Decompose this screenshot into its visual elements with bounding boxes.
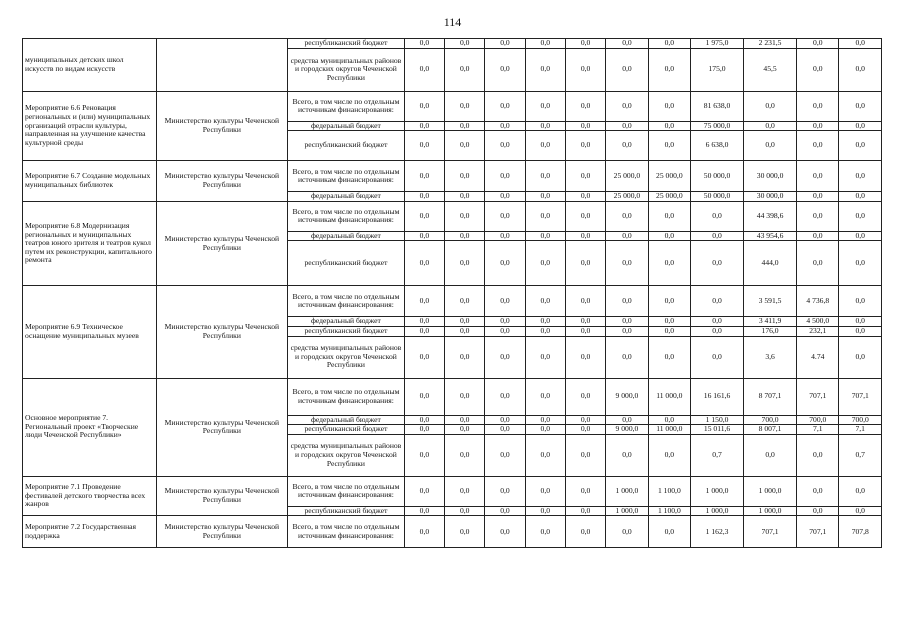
amount-cell: 0,0	[606, 241, 648, 286]
amount-cell: 11 000,0	[648, 378, 690, 415]
amount-cell: 0,0	[565, 39, 605, 49]
amount-cell: 0,0	[445, 336, 485, 378]
amount-cell: 0,0	[606, 91, 648, 121]
amount-cell: 0,0	[839, 336, 882, 378]
amount-cell: 0,0	[691, 231, 744, 241]
amount-cell: 0,0	[648, 131, 690, 161]
amount-cell: 707,8	[839, 516, 882, 548]
funding-source-cell: республиканский бюджет	[288, 131, 405, 161]
amount-cell: 1 100,0	[648, 476, 690, 506]
amount-cell: 0,0	[648, 434, 690, 476]
amount-cell: 0,0	[485, 192, 525, 202]
amount-cell: 700,0	[744, 415, 797, 425]
amount-cell: 0,0	[691, 317, 744, 327]
amount-cell: 0,0	[525, 91, 565, 121]
funding-source-cell: федеральный бюджет	[288, 317, 405, 327]
amount-cell: 0,0	[485, 506, 525, 516]
amount-cell: 0,0	[404, 326, 444, 336]
amount-cell: 1 000,0	[606, 476, 648, 506]
amount-cell: 0,7	[691, 434, 744, 476]
amount-cell: 0,0	[485, 39, 525, 49]
amount-cell: 0,0	[565, 378, 605, 415]
amount-cell: 7,1	[797, 425, 839, 435]
amount-cell: 0,0	[648, 336, 690, 378]
amount-cell: 0,0	[565, 241, 605, 286]
amount-cell: 0,0	[648, 415, 690, 425]
amount-cell: 0,0	[404, 201, 444, 231]
amount-cell: 2 231,5	[744, 39, 797, 49]
amount-cell: 0,0	[839, 48, 882, 91]
amount-cell: 25 000,0	[648, 161, 690, 192]
amount-cell: 0,0	[525, 39, 565, 49]
amount-cell: 45,5	[744, 48, 797, 91]
amount-cell: 50 000,0	[691, 161, 744, 192]
amount-cell: 0,0	[565, 336, 605, 378]
amount-cell: 9 000,0	[606, 425, 648, 435]
amount-cell: 0,0	[691, 201, 744, 231]
funding-source-cell: республиканский бюджет	[288, 425, 405, 435]
amount-cell: 0,0	[485, 516, 525, 548]
amount-cell: 81 638,0	[691, 91, 744, 121]
funding-source-cell: Всего, в том числе по отдельным источникам финансирования:	[288, 476, 405, 506]
activity-cell: Мероприятие 7.1 Проведение фестивалей детского творчества всех жанров	[23, 476, 157, 516]
amount-cell: 0,0	[485, 241, 525, 286]
amount-cell: 0,0	[606, 48, 648, 91]
amount-cell: 0,0	[648, 48, 690, 91]
amount-cell: 0,0	[565, 231, 605, 241]
amount-cell: 700,0	[797, 415, 839, 425]
amount-cell: 0,0	[445, 192, 485, 202]
amount-cell: 0,0	[606, 516, 648, 548]
amount-cell: 0,0	[648, 91, 690, 121]
budget-table	[22, 38, 882, 548]
amount-cell: 0,0	[839, 131, 882, 161]
amount-cell: 0,0	[525, 161, 565, 192]
amount-cell: 0,0	[744, 121, 797, 131]
amount-cell: 0,0	[797, 161, 839, 192]
amount-cell: 0,0	[565, 434, 605, 476]
amount-cell: 0,0	[606, 231, 648, 241]
amount-cell: 0,0	[485, 286, 525, 317]
activity-cell: Мероприятие 6.8 Модернизация региональных и муниципальных театров юного зрителя и театров кукол путем их реконструкции, капитального ремонта	[23, 201, 157, 286]
amount-cell: 0,0	[485, 378, 525, 415]
amount-cell: 0,0	[445, 39, 485, 49]
amount-cell: 1 000,0	[744, 506, 797, 516]
funding-source-cell: федеральный бюджет	[288, 415, 405, 425]
amount-cell: 0,0	[691, 336, 744, 378]
executor-cell: Министерство культуры Чеченской Республики	[156, 91, 288, 161]
funding-source-cell: средства муниципальных районов и городских округов Чеченской Республики	[288, 336, 405, 378]
amount-cell: 0,0	[839, 39, 882, 49]
amount-cell: 1 000,0	[606, 506, 648, 516]
amount-cell: 0,0	[525, 286, 565, 317]
executor-cell: Министерство культуры Чеченской Республики	[156, 161, 288, 202]
amount-cell: 44 398,6	[744, 201, 797, 231]
amount-cell: 0,0	[485, 201, 525, 231]
amount-cell: 0,0	[606, 317, 648, 327]
amount-cell: 11 000,0	[648, 425, 690, 435]
amount-cell: 0,7	[839, 434, 882, 476]
amount-cell: 0,0	[525, 201, 565, 231]
amount-cell: 707,1	[839, 378, 882, 415]
amount-cell: 0,0	[565, 506, 605, 516]
amount-cell: 0,0	[606, 201, 648, 231]
amount-cell: 43 954,6	[744, 231, 797, 241]
amount-cell: 0,0	[525, 516, 565, 548]
amount-cell: 0,0	[525, 336, 565, 378]
amount-cell: 0,0	[525, 192, 565, 202]
amount-cell: 0,0	[565, 121, 605, 131]
funding-source-cell: республиканский бюджет	[288, 326, 405, 336]
amount-cell: 6 638,0	[691, 131, 744, 161]
table-row	[23, 91, 882, 121]
amount-cell: 0,0	[839, 201, 882, 231]
amount-cell: 0,0	[839, 506, 882, 516]
amount-cell: 0,0	[404, 425, 444, 435]
amount-cell: 0,0	[445, 415, 485, 425]
amount-cell: 0,0	[839, 317, 882, 327]
amount-cell: 0,0	[485, 336, 525, 378]
amount-cell: 0,0	[445, 286, 485, 317]
amount-cell: 0,0	[648, 231, 690, 241]
amount-cell: 0,0	[691, 241, 744, 286]
amount-cell: 0,0	[648, 121, 690, 131]
amount-cell: 0,0	[445, 378, 485, 415]
amount-cell: 25 000,0	[606, 161, 648, 192]
amount-cell: 7,1	[839, 425, 882, 435]
activity-cell: Мероприятие 6.7 Создание модельных муниципальных библиотек	[23, 161, 157, 202]
amount-cell: 4 736,8	[797, 286, 839, 317]
table-row	[23, 201, 882, 231]
amount-cell: 0,0	[797, 476, 839, 506]
amount-cell: 0,0	[525, 506, 565, 516]
amount-cell: 0,0	[485, 425, 525, 435]
amount-cell: 0,0	[839, 192, 882, 202]
amount-cell: 0,0	[565, 131, 605, 161]
amount-cell: 0,0	[525, 378, 565, 415]
amount-cell: 0,0	[797, 506, 839, 516]
amount-cell: 0,0	[839, 286, 882, 317]
amount-cell: 0,0	[797, 48, 839, 91]
amount-cell: 176,0	[744, 326, 797, 336]
funding-source-cell: республиканский бюджет	[288, 241, 405, 286]
amount-cell: 0,0	[648, 516, 690, 548]
amount-cell: 0,0	[404, 476, 444, 506]
amount-cell: 0,0	[445, 241, 485, 286]
amount-cell: 0,0	[565, 91, 605, 121]
amount-cell: 9 000,0	[606, 378, 648, 415]
amount-cell: 16 161,6	[691, 378, 744, 415]
amount-cell: 700,0	[839, 415, 882, 425]
amount-cell: 0,0	[485, 326, 525, 336]
amount-cell: 0,0	[797, 231, 839, 241]
amount-cell: 0,0	[691, 286, 744, 317]
funding-source-cell: Всего, в том числе по отдельным источникам финансирования:	[288, 378, 405, 415]
amount-cell: 0,0	[445, 317, 485, 327]
amount-cell: 0,0	[525, 48, 565, 91]
activity-cell: Мероприятие 7.2 Государственная поддержка	[23, 516, 157, 548]
table-row	[23, 476, 882, 506]
amount-cell: 25 000,0	[648, 192, 690, 202]
amount-cell: 30 000,0	[744, 161, 797, 192]
amount-cell: 0,0	[744, 434, 797, 476]
amount-cell: 1 000,0	[691, 476, 744, 506]
amount-cell: 0,0	[404, 378, 444, 415]
amount-cell: 0,0	[606, 415, 648, 425]
amount-cell: 0,0	[404, 121, 444, 131]
amount-cell: 0,0	[445, 121, 485, 131]
amount-cell: 0,0	[525, 317, 565, 327]
amount-cell: 0,0	[404, 91, 444, 121]
amount-cell: 0,0	[648, 39, 690, 49]
amount-cell: 707,1	[797, 378, 839, 415]
amount-cell: 0,0	[606, 131, 648, 161]
activity-cell: муниципальных детских школ искусств по видам искусств	[23, 39, 157, 92]
amount-cell: 0,0	[445, 201, 485, 231]
table-row	[23, 378, 882, 415]
amount-cell: 175,0	[691, 48, 744, 91]
amount-cell: 0,0	[606, 286, 648, 317]
amount-cell: 0,0	[565, 317, 605, 327]
amount-cell: 0,0	[797, 192, 839, 202]
amount-cell: 0,0	[525, 415, 565, 425]
amount-cell: 30 000,0	[744, 192, 797, 202]
amount-cell: 0,0	[485, 131, 525, 161]
amount-cell: 0,0	[485, 317, 525, 327]
amount-cell: 0,0	[797, 91, 839, 121]
amount-cell: 0,0	[648, 286, 690, 317]
amount-cell: 0,0	[404, 161, 444, 192]
amount-cell: 0,0	[525, 326, 565, 336]
funding-source-cell: Всего, в том числе по отдельным источникам финансирования:	[288, 91, 405, 121]
amount-cell: 0,0	[445, 231, 485, 241]
amount-cell: 1 000,0	[691, 506, 744, 516]
amount-cell: 0,0	[648, 317, 690, 327]
amount-cell: 0,0	[565, 161, 605, 192]
amount-cell: 0,0	[565, 286, 605, 317]
table-row	[23, 39, 882, 49]
amount-cell: 232,1	[797, 326, 839, 336]
amount-cell: 1 975,0	[691, 39, 744, 49]
amount-cell: 0,0	[404, 434, 444, 476]
amount-cell: 444,0	[744, 241, 797, 286]
amount-cell: 4.74	[797, 336, 839, 378]
amount-cell: 1 000,0	[744, 476, 797, 506]
amount-cell: 0,0	[565, 192, 605, 202]
amount-cell: 0,0	[525, 241, 565, 286]
funding-source-cell: федеральный бюджет	[288, 121, 405, 131]
funding-source-cell: Всего, в том числе по отдельным источникам финансирования:	[288, 286, 405, 317]
amount-cell: 0,0	[565, 476, 605, 506]
amount-cell: 0,0	[648, 201, 690, 231]
amount-cell: 3 591,5	[744, 286, 797, 317]
amount-cell: 0,0	[606, 121, 648, 131]
amount-cell: 0,0	[797, 39, 839, 49]
amount-cell: 0,0	[404, 131, 444, 161]
amount-cell: 0,0	[404, 506, 444, 516]
amount-cell: 0,0	[404, 516, 444, 548]
funding-source-cell: средства муниципальных районов и городских округов Чеченской Республики	[288, 434, 405, 476]
amount-cell: 3,6	[744, 336, 797, 378]
amount-cell: 0,0	[445, 425, 485, 435]
funding-source-cell: Всего, в том числе по отдельным источникам финансирования:	[288, 161, 405, 192]
amount-cell: 0,0	[839, 121, 882, 131]
amount-cell: 0,0	[797, 121, 839, 131]
funding-source-cell: Всего, в том числе по отдельным источникам финансирования:	[288, 201, 405, 231]
amount-cell: 0,0	[525, 131, 565, 161]
amount-cell: 0,0	[797, 131, 839, 161]
executor-cell: Министерство культуры Чеченской Республики	[156, 476, 288, 516]
amount-cell: 0,0	[445, 434, 485, 476]
funding-source-cell: федеральный бюджет	[288, 231, 405, 241]
amount-cell: 0,0	[744, 91, 797, 121]
amount-cell: 0,0	[445, 48, 485, 91]
amount-cell: 0,0	[565, 425, 605, 435]
amount-cell: 0,0	[404, 415, 444, 425]
amount-cell: 0,0	[525, 476, 565, 506]
executor-cell	[156, 39, 288, 92]
table-row	[23, 516, 882, 548]
amount-cell: 8 007,1	[744, 425, 797, 435]
amount-cell: 0,0	[839, 231, 882, 241]
amount-cell: 707,1	[797, 516, 839, 548]
amount-cell: 25 000,0	[606, 192, 648, 202]
amount-cell: 0,0	[606, 434, 648, 476]
amount-cell: 0,0	[525, 434, 565, 476]
amount-cell: 0,0	[839, 476, 882, 506]
amount-cell: 0,0	[445, 516, 485, 548]
amount-cell: 0,0	[565, 516, 605, 548]
amount-cell: 707,1	[744, 516, 797, 548]
funding-source-cell: федеральный бюджет	[288, 192, 405, 202]
amount-cell: 0,0	[404, 231, 444, 241]
executor-cell: Министерство культуры Чеченской Республики	[156, 201, 288, 286]
amount-cell: 0,0	[404, 286, 444, 317]
amount-cell: 0,0	[404, 336, 444, 378]
amount-cell: 0,0	[606, 336, 648, 378]
executor-cell: Министерство культуры Чеченской Республики	[156, 286, 288, 378]
amount-cell: 0,0	[839, 241, 882, 286]
amount-cell: 0,0	[404, 317, 444, 327]
amount-cell: 0,0	[485, 48, 525, 91]
amount-cell: 0,0	[606, 326, 648, 336]
amount-cell: 75 000,0	[691, 121, 744, 131]
amount-cell: 0,0	[485, 231, 525, 241]
amount-cell: 0,0	[485, 476, 525, 506]
funding-source-cell: Всего, в том числе по отдельным источникам финансирования:	[288, 516, 405, 548]
amount-cell: 0,0	[565, 415, 605, 425]
amount-cell: 3 411,9	[744, 317, 797, 327]
amount-cell: 0,0	[525, 231, 565, 241]
amount-cell: 15 011,6	[691, 425, 744, 435]
amount-cell: 0,0	[404, 48, 444, 91]
activity-cell: Мероприятие 6.9 Техническое оснащение муниципальных музеев	[23, 286, 157, 378]
activity-cell: Мероприятие 6.6 Реновация региональных и (или) муниципальных организаций отрасли культуры, направленная на улучшение качества культурной среды	[23, 91, 157, 161]
amount-cell: 0,0	[485, 91, 525, 121]
amount-cell: 0,0	[485, 434, 525, 476]
amount-cell: 0,0	[565, 48, 605, 91]
amount-cell: 0,0	[445, 326, 485, 336]
amount-cell: 0,0	[606, 39, 648, 49]
executor-cell: Министерство культуры Чеченской Республики	[156, 516, 288, 548]
amount-cell: 0,0	[797, 201, 839, 231]
amount-cell: 0,0	[445, 476, 485, 506]
amount-cell: 4 500,0	[797, 317, 839, 327]
amount-cell: 0,0	[445, 161, 485, 192]
amount-cell: 0,0	[445, 91, 485, 121]
amount-cell: 0,0	[404, 241, 444, 286]
funding-source-cell: средства муниципальных районов и городских округов Чеченской Республики	[288, 48, 405, 91]
funding-source-cell: республиканский бюджет	[288, 39, 405, 49]
activity-cell: Основное мероприятие 7. Региональный проект «Творческие люди Чеченской Республики»	[23, 378, 157, 476]
amount-cell: 0,0	[797, 241, 839, 286]
amount-cell: 0,0	[648, 326, 690, 336]
table-row	[23, 161, 882, 192]
amount-cell: 0,0	[485, 161, 525, 192]
executor-cell: Министерство культуры Чеченской Республики	[156, 378, 288, 476]
table-row	[23, 286, 882, 317]
amount-cell: 0,0	[404, 39, 444, 49]
amount-cell: 50 000,0	[691, 192, 744, 202]
amount-cell: 0,0	[839, 326, 882, 336]
amount-cell: 0,0	[839, 161, 882, 192]
amount-cell: 8 707,1	[744, 378, 797, 415]
amount-cell: 0,0	[525, 121, 565, 131]
amount-cell: 1 162,3	[691, 516, 744, 548]
amount-cell: 0,0	[445, 131, 485, 161]
funding-source-cell: республиканский бюджет	[288, 506, 405, 516]
amount-cell: 0,0	[525, 425, 565, 435]
amount-cell: 0,0	[445, 506, 485, 516]
amount-cell: 0,0	[485, 121, 525, 131]
amount-cell: 0,0	[797, 434, 839, 476]
amount-cell: 1 150,0	[691, 415, 744, 425]
amount-cell: 0,0	[744, 131, 797, 161]
amount-cell: 0,0	[565, 201, 605, 231]
amount-cell: 0,0	[691, 326, 744, 336]
amount-cell: 1 100,0	[648, 506, 690, 516]
amount-cell: 0,0	[404, 192, 444, 202]
amount-cell: 0,0	[648, 241, 690, 286]
page-number: 114	[443, 15, 462, 29]
amount-cell: 0,0	[565, 326, 605, 336]
amount-cell: 0,0	[485, 415, 525, 425]
amount-cell: 0,0	[839, 91, 882, 121]
